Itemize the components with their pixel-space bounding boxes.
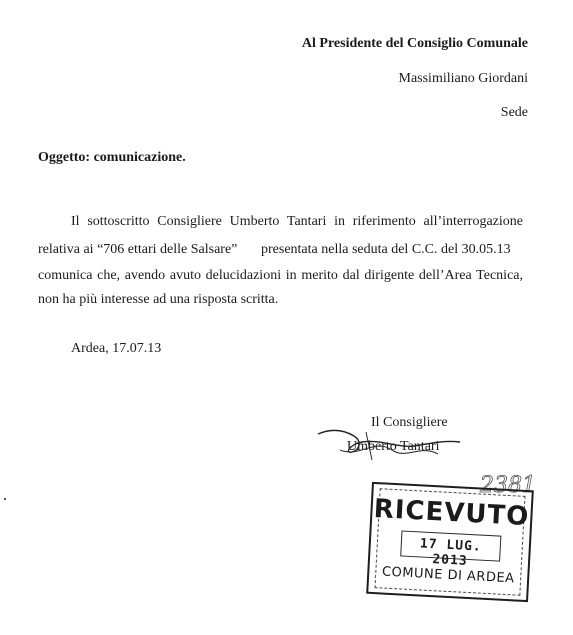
received-stamp [366,482,534,602]
body-line-4: non ha più interesse ad una risposta scritta. [38,292,279,307]
body-line-3: comunica che, avendo avuto delucidazioni in merito dal dirigente dell’Area Tecnica, [38,268,523,283]
place-date: Ardea, 17.07.13 [71,341,162,356]
stamp-title: RICEVUTO [373,493,530,533]
body-line-1: Il sottoscritto Consigliere Umberto Tantari in riferimento all’interrogazione [71,214,523,229]
svg-text:2381: 2381 [480,473,536,498]
body-line-2-part-1: relativa ai “706 ettari delle Salsare” [38,242,238,257]
stamp-date: 17 LUG. 2013 [419,536,483,569]
recipient-title: Al Presidente del Consiglio Comunale [301,36,528,51]
signature-role: Il Consigliere [371,415,448,430]
subject-line: Oggetto: comunicazione. [38,150,186,165]
handwritten-signature [310,420,470,470]
body-line-2-part-2: presentata nella seduta del C.C. del 30.05.13 [261,242,511,257]
stamp-organization: COMUNE DI ARDEA [381,564,515,587]
stamp-date-box [400,530,501,569]
signature-name: Umberto Tantari [347,439,440,454]
recipient-location: Sede [500,105,528,120]
recipient-name: Massimiliano Giordani [398,71,528,86]
scan-speck [4,498,6,500]
